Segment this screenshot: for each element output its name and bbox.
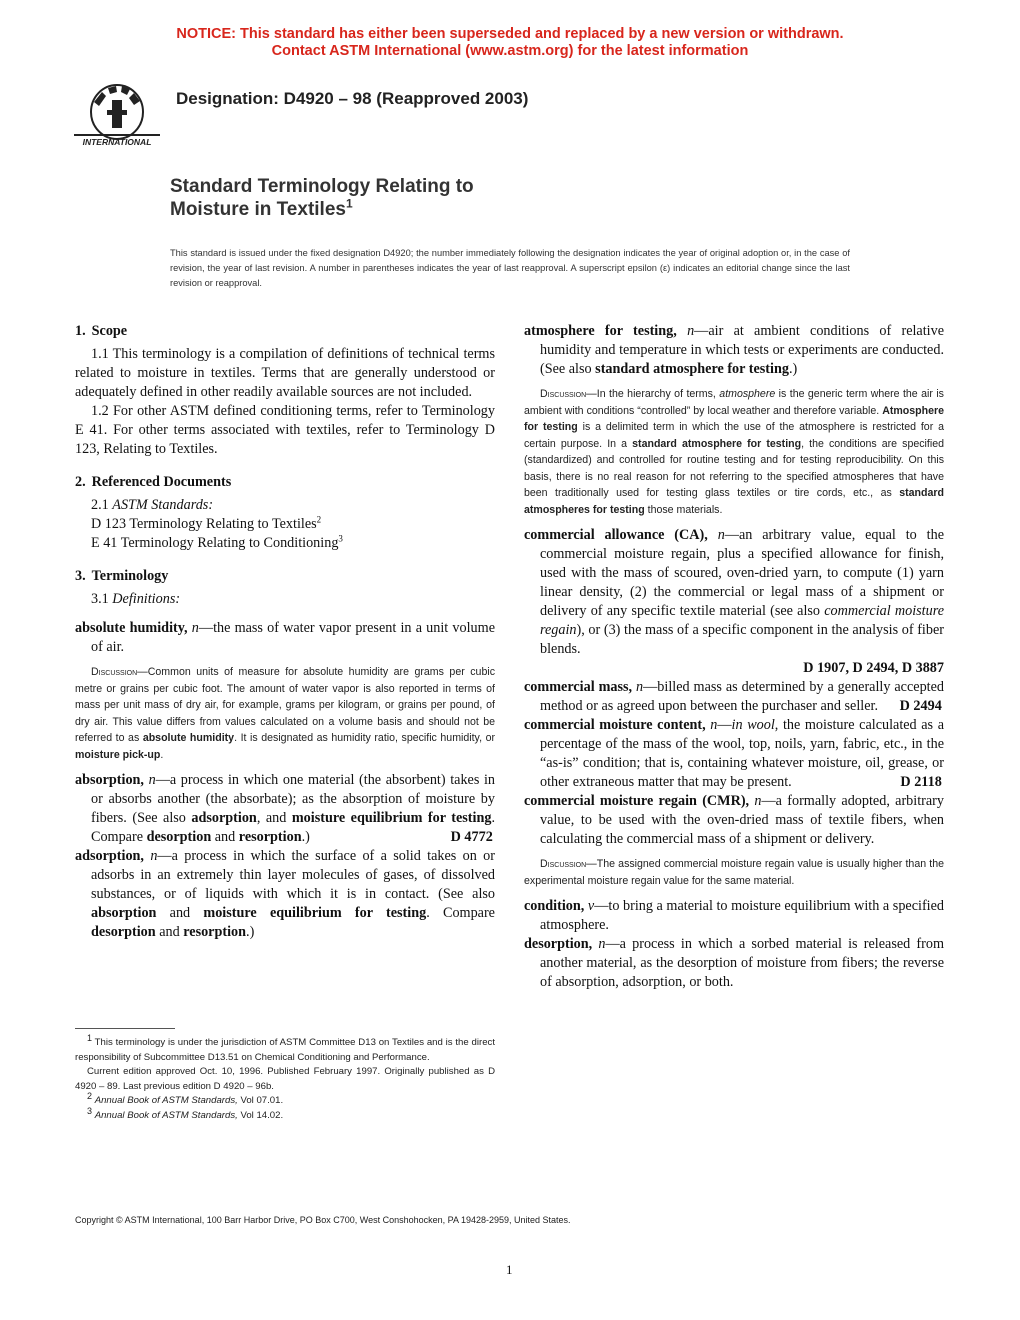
def-atmosphere-for-testing: atmosphere for testing, n—air at ambient conditions of relative humidity and temperature in which tests or experiments are conducted. (See also standard atmosphere for testing.) (524, 323, 945, 377)
footnote-3: $^3$ Annual Book of ASTM Standards, Vol 14.02. (87, 1105, 284, 1121)
scope-para-1: 1.1 This terminology is a compilation of definitions of technical terms related to moisture in textiles. Terms that are generally understood or adequately defined in other readily available sources are not included. (75, 346, 495, 400)
ref-d123: D 123 Terminology Relating to Textiles$^2$ (91, 514, 322, 532)
designation: Designation: D4920 – 98 (Reapproved 2003) (176, 89, 529, 108)
left-column (75, 322, 495, 942)
def-commercial-mass: commercial mass, n—billed mass as determined by a generally accepted method or as agreed upon between the purchaser and seller. D 2494 (524, 679, 944, 714)
def-condition: condition, v—to bring a material to moisture equilibrium with a specified atmosphere. (524, 898, 945, 933)
disc-absolute-humidity: Discussion—Common units of measure for absolute humidity are grams per cubic metre or grains per cubic foot. The amount of water vapor is also reported in terms of mass per unit mass of dry air, for example, grams per kilogram, or grains per pound, of dry air. This value differs from values calculated on a volume basis and should not be referred to as absolute humidity. It is designated as humidity ratio, specific humidity, or moisture pick-up. (75, 666, 495, 761)
notice-line-1: NOTICE: This standard has either been superseded and replaced by a new version or withdrawn. (176, 26, 844, 42)
ref-commercial-mass: D 2494 (899, 698, 942, 714)
copyright: Copyright © ASTM International, 100 Barr Harbor Drive, PO Box C700, West Conshohocken, PA 19428-2959, United States. (75, 1215, 571, 1225)
terminology-sub: 3.1 Definitions: (91, 591, 181, 607)
def-commercial-moisture-content: commercial moisture content, n—in wool, the moisture calculated as a percentage of the mass of the wool, top, noils, yarn, fabric, etc., in the “as-is” condition; that is, containing whatever moisture, oil, grease, or other extraneous matter that may be present. D 2118 (524, 717, 944, 790)
def-commercial-allowance: commercial allowance (CA), n—an arbitrary value, equal to the commercial moisture regain, plus a specified allowance for finish, used with the mass of scoured, oven-dried yarn, to compute (1) yarn linear density, (2) the commercial or legal mass of a shipment or delivery of any specific textile material (see also commercial moisture regain), or (3) the mass of a specific component in the analysis of fiber blends. (524, 527, 945, 657)
footnote-divider (75, 1028, 175, 1029)
def-desorption: desorption, n—a process in which a sorbed material is released from another material, as the desorption of moisture from fibers; the reverse of absorption, adsorption, or both. (524, 936, 944, 990)
def-absolute-humidity: absolute humidity, n—the mass of water vapor present in a unit volume of air. (75, 620, 495, 655)
title-footnote-ref: 1 (345, 196, 353, 211)
scope-para-2: 1.2 For other ASTM defined conditioning terms, refer to Terminology E 41. For other terms associated with textiles, refer to Terminology D 123, Relating to Textiles. (75, 403, 495, 457)
title-line-1: Standard Terminology Relating to (170, 176, 474, 197)
disc-commercial-moisture-regain: Discussion—The assigned commercial moisture regain value is usually higher than the experimental moisture regain value for the same material. (524, 858, 944, 887)
page-number: 1 (506, 1262, 513, 1277)
def-commercial-moisture-regain: commercial moisture regain (CMR), n—a formally adopted, arbitrary value, to be used with the oven-dried mass of textile fibers, when calculating the commercial mass of a shipment or delivery. (524, 793, 945, 847)
disc-atmosphere-for-testing: Discussion—In the hierarchy of terms, atmosphere is the generic term where the air is ambient with conditions “controlled” by local weather and therefore variable. Atmosphere for testing is a delimited term in which the use of the atmosphere is restricted for a certain purpose. In a standard atmosphere for testing, the conditions are specified (standardized) and controlled for routine testing and for testing reproducibility. On this basis, there is no real reason for not referring to the specified atmospheres that have been traditionally used for testing glass textiles or tire cords, etc., as standard atmospheres for testing those materials. (524, 388, 944, 516)
ref-commercial-moisture-content: D 2118 (900, 774, 942, 790)
ref-commercial-allowance: D 1907, D 2494, D 3887 (803, 660, 944, 676)
section-refdocs-heading: 2. Referenced Documents (75, 474, 232, 490)
def-absorption: absorption, n—a process in which one material (the absorbent) takes in or absorbs another (the absorbate); as the absorption of moisture by fibers. (See also adsorption, and moisture equilibrium for testing. Compare desorption and resorption.) D 4772 (75, 772, 495, 845)
notice-banner (0, 26, 1020, 60)
right-column (524, 322, 944, 992)
def-adsorption: adsorption, n—a process in which the surface of a solid takes on or adsorbs in an extremely thin layer molecules of gases, of dissolved substances, or of liquids with which it is in contact. (See also absorption and moisture equilibrium for testing. Compare desorption and resorption.) (75, 848, 495, 940)
ref-e41: E 41 Terminology Relating to Conditioning$^3$ (91, 533, 343, 551)
section-terminology-heading: 3. Terminology (75, 568, 169, 584)
logo-text-bottom: INTERNATIONAL (82, 137, 152, 147)
astm-logo (72, 82, 162, 148)
ref-absorption: D 4772 (450, 829, 493, 845)
issue-note: This standard is issued under the fixed designation D4920; the number immediately following the designation indicates the year of original adoption or, in the case of revision, the year of last revision. A number in parentheses indicates the year of last reapproval. A superscript epsilon (ε) indicates an editorial change since the last revision or reapproval. (170, 248, 850, 288)
refdocs-sub: 2.1 ASTM Standards: (91, 497, 214, 513)
footnotes (75, 1032, 495, 1123)
footnote-2: $^2$ Annual Book of ASTM Standards, Vol 07.01. (87, 1090, 284, 1106)
page-title (170, 175, 474, 221)
section-scope-heading: 1. Scope (75, 323, 128, 339)
footnote-1b: Current edition approved Oct. 10, 1996. Published February 1997. Originally published as D 4920 – 89. Last previous edition D 4920 – 96b. (75, 1066, 495, 1092)
title-line-2: Moisture in Textiles$^1$ (170, 196, 353, 220)
notice-line-2: Contact ASTM International (www.astm.org) for the latest information (271, 43, 749, 59)
footnote-1: $^1$ This terminology is under the jurisdiction of ASTM Committee D13 on Textiles and is the direct responsibility of Subcommittee D13.51 on Chemical Conditioning and Performance. (75, 1032, 495, 1063)
